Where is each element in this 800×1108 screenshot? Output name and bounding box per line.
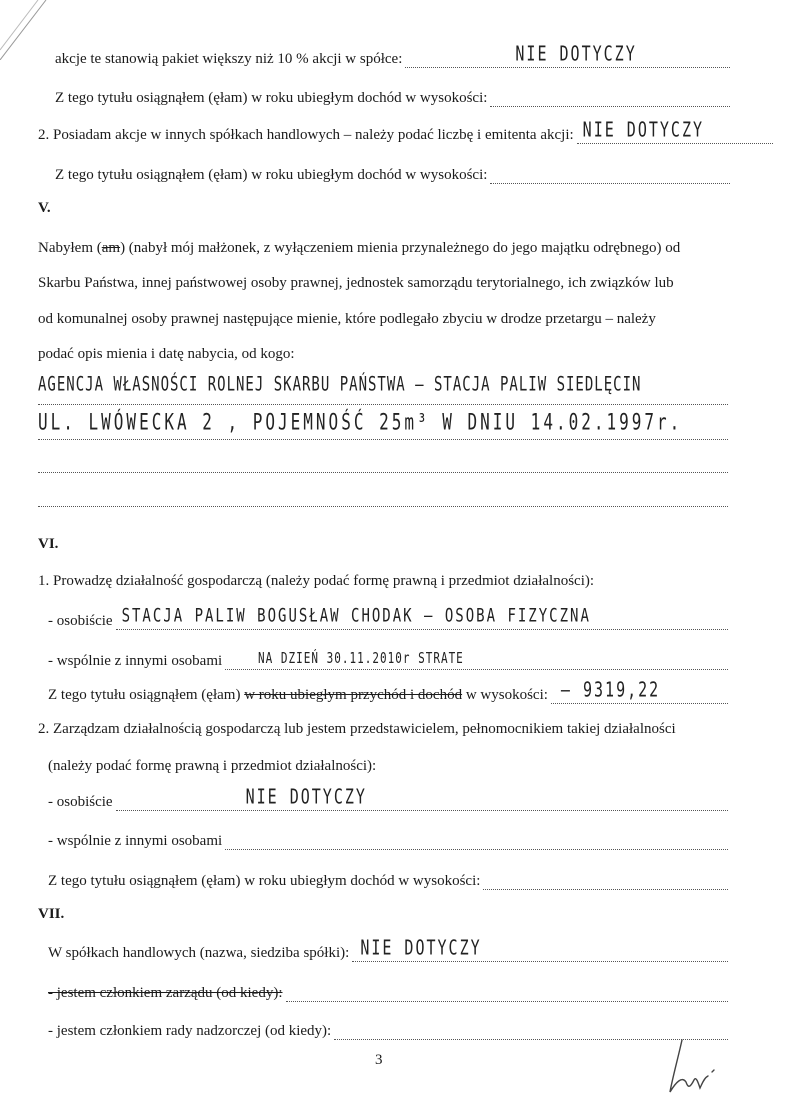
handwritten-answer: NIE DOTYCZY [245, 784, 367, 809]
answer-field[interactable] [352, 935, 728, 962]
business-income-row [48, 676, 728, 704]
row-label: W spółkach handlowych (nazwa, siedziba spółki): [48, 945, 350, 961]
handwritten-property-line-2: UL. LWÓWECKA 2 , POJEMNOŚĆ 25m³ W DNIU 14.02.1997r. [38, 408, 683, 435]
property-dotted-line-4[interactable] [38, 506, 728, 507]
section-v-paragraph-line-4: podać opis mienia i datę nabycia, od kogo: [38, 346, 295, 362]
joint-management-row [48, 822, 728, 850]
commercial-companies-row [48, 934, 728, 962]
row-label: - wspólnie z innymi osobami [48, 833, 223, 849]
answer-field[interactable] [286, 983, 729, 1002]
text: Nabyłem ( [38, 240, 102, 256]
answer-field[interactable] [116, 784, 728, 811]
personal-management-row [48, 783, 728, 811]
section-vii-heading: VII. [38, 906, 65, 922]
section-v-paragraph-line-2: Skarbu Państwa, innej państwowej osoby prawnej, jednostek samorządu terytorialnego, ich związków lub [38, 275, 674, 291]
section-vi-heading: VI. [38, 536, 59, 552]
page-number: 3 [375, 1052, 383, 1068]
row-label: - osobiście [48, 613, 113, 629]
row-label-struck: - jestem członkiem zarządu (od kiedy): [48, 985, 283, 1001]
row-label: w wysokości: [465, 687, 548, 703]
management-board-row [48, 974, 728, 1002]
row-label: - osobiście [48, 794, 113, 810]
property-dotted-line-1[interactable] [38, 404, 728, 405]
other-shares-row [38, 116, 773, 144]
section-vi-item-2: 2. Zarządzam działalnością gospodarczą lub jestem przedstawicielem, pełnomocnikiem takiej działalności [38, 721, 676, 737]
handwritten-property-line-1: AGENCJA WŁASNOŚCI ROLNEJ SKARBU PAŃSTWA – STACJA PALIW SIEDLĘCIN [38, 373, 642, 396]
struck-text: am [101, 240, 121, 256]
struck-text: w roku ubiegłym przychód i dochód [244, 687, 463, 703]
row-label: - wspólnie z innymi osobami [48, 653, 223, 669]
section-v-paragraph-line-1 [38, 240, 680, 257]
supervisory-board-row [48, 1012, 728, 1040]
property-dotted-line-2[interactable] [38, 439, 728, 440]
handwritten-amount: – 9319,22 [560, 677, 661, 702]
section-vi-item-2-continued: (należy podać formę prawną i przedmiot działalności): [48, 758, 377, 774]
section-v-paragraph-line-3: od komunalnej osoby prawnej następujące mienie, które podlegało zbyciu w drodze przetargu – należy [38, 311, 656, 327]
row-label: Z tego tytułu osiągnąłem (ęłam) [48, 687, 241, 703]
answer-field[interactable] [225, 831, 728, 850]
row-label: 2. Posiadam akcje w innych spółkach handlowych – należy podać liczbę i emitenta akcji: [38, 127, 574, 143]
answer-field[interactable] [405, 41, 730, 68]
handwritten-answer: NIE DOTYCZY [582, 117, 705, 142]
text: ) (nabył mój małżonek, z wyłączeniem mienia przynależnego do jego majątku odrębnego) od [120, 240, 681, 256]
row-label: akcje te stanowią pakiet większy niż 10 % akcji w spółce: [55, 51, 403, 67]
income-row-2 [55, 156, 730, 184]
handwritten-answer: NIE DOTYCZY [360, 935, 482, 960]
answer-field[interactable] [490, 88, 730, 107]
property-dotted-line-3[interactable] [38, 472, 728, 473]
row-label: Z tego tytułu osiągnąłem (ęłam) w roku ubiegłym dochód w wysokości: [55, 167, 488, 183]
income-row [55, 79, 730, 107]
answer-field[interactable] [116, 605, 728, 630]
row-label: - jestem członkiem rady nadzorczej (od kiedy): [48, 1023, 332, 1039]
row-label: Z tego tytułu osiągnąłem (ęłam) w roku ubiegłym dochód w wysokości: [48, 873, 481, 889]
management-income-row [48, 862, 728, 890]
section-vi-item-1: 1. Prowadzę działalność gospodarczą (należy podać formę prawną i przedmiot działalności): [38, 573, 595, 589]
row-label: Z tego tytułu osiągnąłem (ęłam) w roku ubiegłym dochód w wysokości: [55, 90, 488, 106]
signature-mark [668, 1032, 728, 1097]
personal-business-row [48, 602, 728, 630]
handwritten-answer: NIE DOTYCZY [515, 41, 637, 66]
shares-over-10-percent-row [55, 40, 730, 68]
section-v-heading: V. [38, 200, 51, 216]
answer-field[interactable] [490, 165, 730, 184]
answer-field[interactable] [483, 871, 728, 890]
answer-field[interactable] [551, 677, 728, 704]
handwritten-income-note: NA DZIEŃ 30.11.2010r STRATE [258, 649, 464, 667]
handwritten-answer: STACJA PALIW BOGUSŁAW CHODAK – OSOBA FIZYCZNA [121, 605, 591, 627]
scan-corner-mark [0, 0, 60, 60]
answer-field[interactable] [577, 117, 773, 144]
